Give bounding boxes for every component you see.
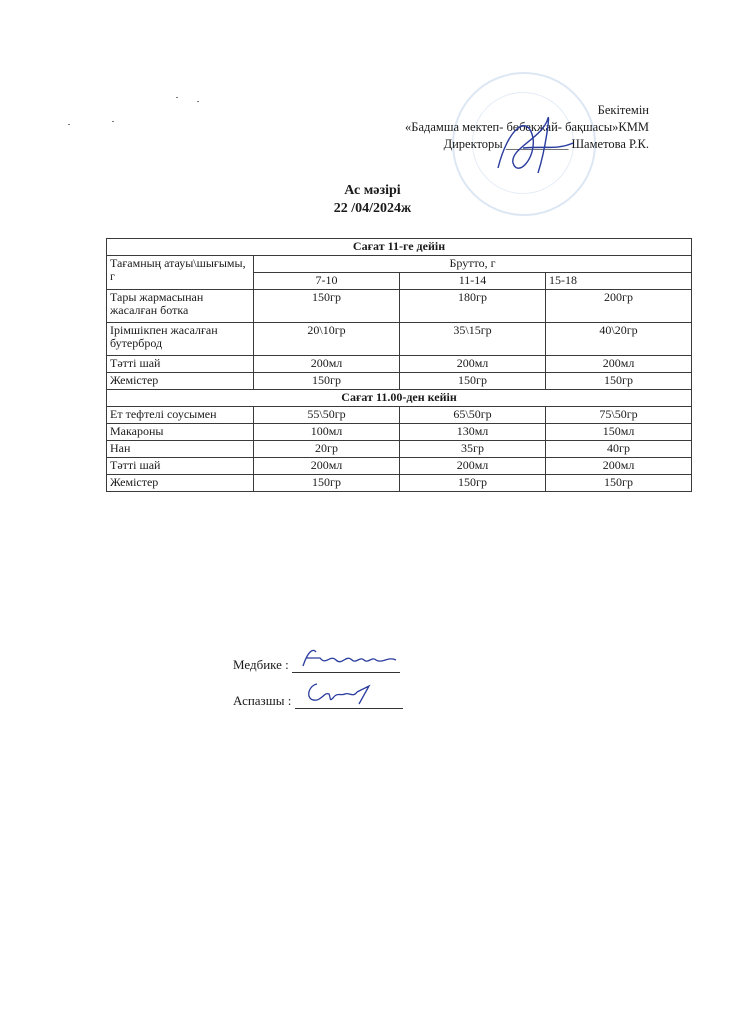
portion-cell: 150гр — [400, 373, 546, 390]
scan-speck — [176, 97, 178, 98]
dish-name: Тәтті шай — [107, 356, 254, 373]
section-header-afternoon: Сағат 11.00-ден кейін — [107, 390, 692, 407]
column-header-dish: Тағамның атауы\шығымы, г — [107, 256, 254, 290]
age-group-header: 15-18 — [546, 273, 692, 290]
table-row — [107, 407, 692, 424]
scan-speck — [112, 121, 114, 122]
table-row — [107, 323, 692, 356]
portion-cell: 200мл — [400, 356, 546, 373]
portion-cell: 65\50гр — [400, 407, 546, 424]
portion-cell: 150гр — [400, 475, 546, 492]
dish-name: Жемістер — [107, 373, 254, 390]
dish-name: Жемістер — [107, 475, 254, 492]
medbike-signature-underline — [292, 658, 400, 673]
portion-cell: 20гр — [254, 441, 400, 458]
page-title: Ас мәзірі — [344, 183, 401, 198]
portion-cell: 75\50гр — [546, 407, 692, 424]
age-group-header: 7-10 — [254, 273, 400, 290]
portion-cell: 150мл — [546, 424, 692, 441]
portion-cell: 200мл — [400, 458, 546, 475]
portion-cell: 200мл — [546, 458, 692, 475]
portion-cell: 200мл — [254, 458, 400, 475]
aspazshy-label: Аспазшы : — [233, 693, 292, 708]
table-row — [107, 458, 692, 475]
table-row — [107, 424, 692, 441]
portion-cell: 40\20гр — [546, 323, 692, 356]
table-row — [107, 356, 692, 373]
portion-cell: 150гр — [254, 373, 400, 390]
table-row — [107, 373, 692, 390]
portion-cell: 150гр — [546, 475, 692, 492]
table-row — [107, 290, 692, 323]
approval-line-2: «Бадамша мектеп- бөбекжай- бақшасы»КММ — [405, 120, 649, 134]
dish-name: Тәтті шай — [107, 458, 254, 475]
table-row — [107, 475, 692, 492]
section-header-morning: Сағат 11-ге дейін — [107, 239, 692, 256]
portion-cell: 35гр — [400, 441, 546, 458]
scan-speck — [197, 101, 199, 102]
portion-cell: 40гр — [546, 441, 692, 458]
approval-line-1: Бекітемін — [597, 103, 649, 117]
aspazshy-signature-line — [233, 693, 403, 709]
medbike-signature-line — [233, 657, 400, 673]
dish-name: Тары жармасынан жасалған ботка — [107, 290, 254, 323]
dish-name: Ет тефтелі соусымен — [107, 407, 254, 424]
medbike-label: Медбике : — [233, 657, 289, 672]
dish-name: Нан — [107, 441, 254, 458]
dish-name: Макароны — [107, 424, 254, 441]
portion-cell: 100мл — [254, 424, 400, 441]
menu-date: 22 /04/2024ж — [333, 201, 412, 216]
portion-cell: 35\15гр — [400, 323, 546, 356]
column-header-brutto: Брутто, г — [254, 256, 692, 273]
portion-cell: 200гр — [546, 290, 692, 323]
portion-cell: 20\10гр — [254, 323, 400, 356]
portion-cell: 200мл — [254, 356, 400, 373]
aspazshy-signature-underline — [295, 694, 403, 709]
portion-cell: 55\50гр — [254, 407, 400, 424]
portion-cell: 150гр — [254, 475, 400, 492]
director-signature — [488, 108, 578, 188]
portion-cell: 150гр — [254, 290, 400, 323]
portion-cell: 150гр — [546, 373, 692, 390]
menu-table — [106, 238, 692, 492]
scan-speck — [68, 124, 70, 125]
aspazshy-signature — [299, 680, 404, 706]
medbike-signature — [298, 646, 403, 670]
portion-cell: 180гр — [400, 290, 546, 323]
age-group-header: 11-14 — [400, 273, 546, 290]
portion-cell: 130мл — [400, 424, 546, 441]
approval-line-3: Директоры __________ Шаметова Р.К. — [443, 137, 649, 151]
table-row — [107, 441, 692, 458]
dish-name: Ірімшікпен жасалған бутерброд — [107, 323, 254, 356]
portion-cell: 200мл — [546, 356, 692, 373]
